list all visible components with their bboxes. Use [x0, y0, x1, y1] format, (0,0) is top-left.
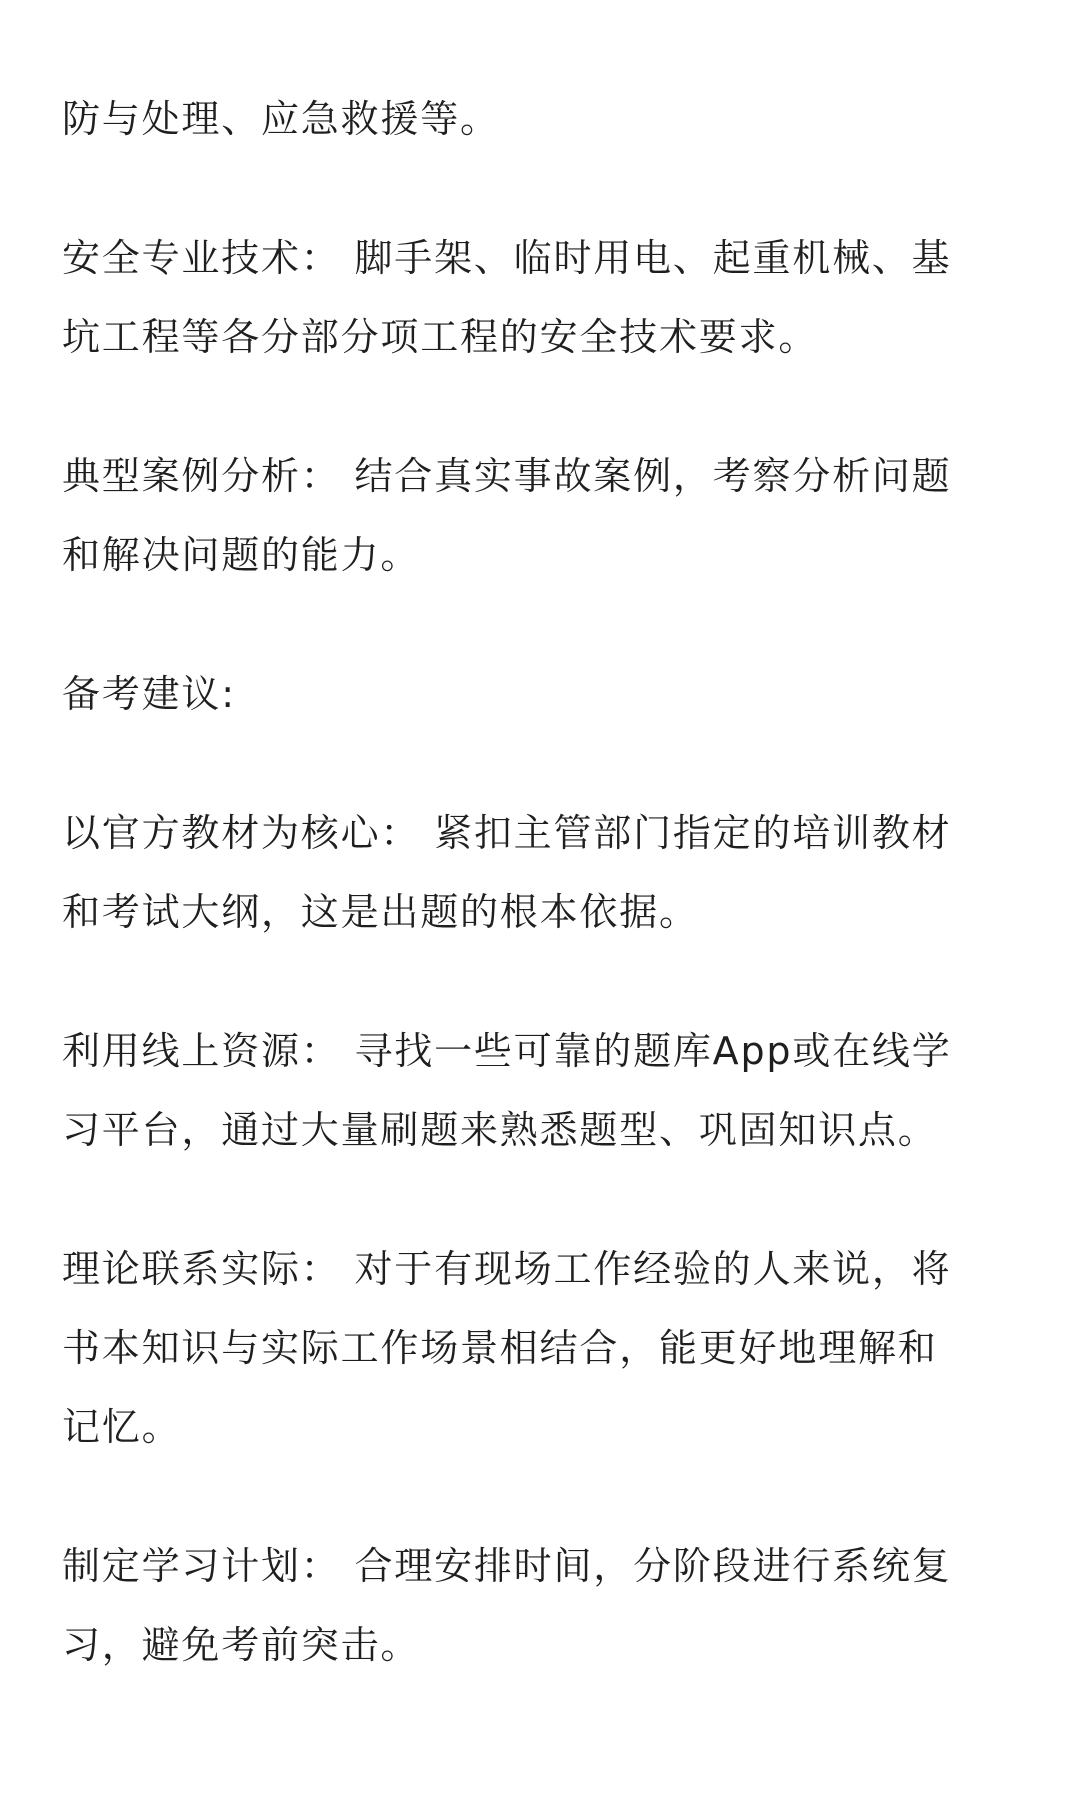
- text-line: 和解决问题的能力。: [62, 533, 421, 577]
- text-line: 习平台，通过大量刷题来熟悉题型、巩固知识点。: [62, 1108, 938, 1152]
- paragraph-case-analysis: [62, 437, 1022, 595]
- paragraph-theory-practice: [62, 1230, 1022, 1467]
- text-line: 和考试大纲，这是出题的根本依据。: [62, 890, 699, 934]
- text-line: 坑工程等各分部分项工程的安全技术要求。: [62, 315, 819, 359]
- text-line: 安全专业技术： 脚手架、临时用电、起重机械、基: [62, 236, 952, 280]
- text-line: 书本知识与实际工作场景相结合，能更好地理解和: [62, 1326, 938, 1370]
- text-line: 理论联系实际： 对于有现场工作经验的人来说，将: [62, 1247, 952, 1291]
- text-line: 习，避免考前突击。: [62, 1623, 421, 1667]
- article-body: [62, 80, 1022, 1745]
- text-line: 以官方教材为核心： 紧扣主管部门指定的培训教材: [62, 811, 952, 855]
- text-line: 防与处理、应急救援等。: [62, 97, 500, 141]
- text-line: 记忆。: [62, 1405, 182, 1449]
- text-line: 备考建议:: [62, 672, 236, 716]
- section-heading-study-advice: [62, 655, 1022, 734]
- text-line: 利用线上资源： 寻找一些可靠的题库App或在线学: [62, 1029, 952, 1073]
- text-line: 制定学习计划： 合理安排时间，分阶段进行系统复: [62, 1544, 952, 1588]
- paragraph-official-textbook: [62, 794, 1022, 952]
- paragraph-online-resources: [62, 1012, 1022, 1170]
- paragraph-safety-technology: [62, 219, 1022, 377]
- text-line: 典型案例分析： 结合真实事故案例，考察分析问题: [62, 454, 952, 498]
- paragraph-study-plan: [62, 1527, 1022, 1685]
- paragraph-emergency-rescue: [62, 80, 1022, 159]
